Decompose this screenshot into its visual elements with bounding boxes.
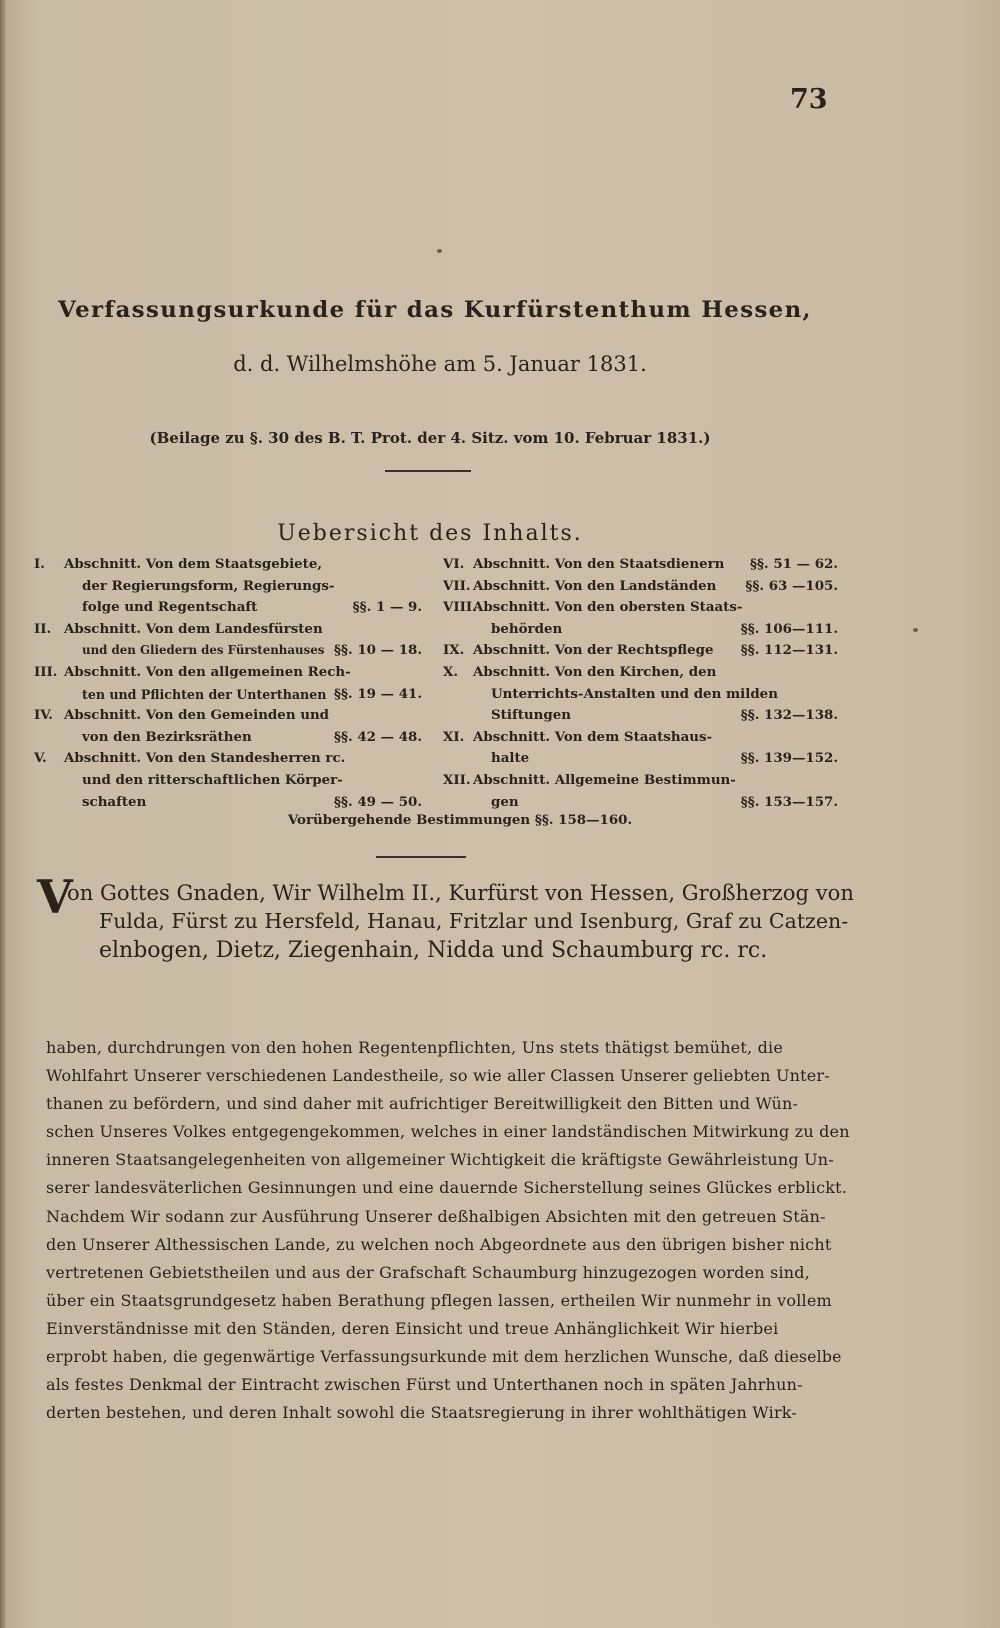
preamble-line: elnbogen, Dietz, Ziegenhain, Nidda und Schaumburg rc. rc.: [99, 938, 768, 963]
toc-paragraph-reference: §§. 63 —105.: [745, 577, 838, 594]
dropcap-letter: V: [37, 870, 73, 924]
toc-section-title: Abschnitt. Von den Gemeinden und: [64, 707, 330, 724]
toc-line: [34, 770, 422, 792]
toc-entry: [443, 576, 838, 598]
toc-entry: [443, 770, 838, 813]
supplement-note: (Beilage zu §. 30 des B. T. Prot. der 4. Sitz. vom 10. Februar 1831.): [149, 429, 711, 447]
toc-paragraph-reference: §§. 139—152.: [740, 750, 838, 767]
toc-section-title: Abschnitt. Von den allgemeinen Rech-: [64, 663, 351, 680]
toc-paragraph-reference: §§. 49 — 50.: [334, 793, 422, 810]
toc-paragraph-reference: §§. 19 — 41.: [334, 685, 422, 702]
toc-section-title: Abschnitt. Von den Landständen: [473, 577, 717, 594]
toc-right-column: [443, 554, 838, 813]
toc-entry: [443, 597, 838, 640]
toc-section-title: halte: [491, 750, 530, 767]
toc-section-number: II.: [34, 620, 52, 637]
toc-line: [34, 619, 422, 641]
toc-section-title: Abschnitt. Von dem Staatshaus-: [473, 728, 713, 745]
toc-entry: [443, 662, 838, 727]
preamble: [37, 870, 857, 965]
toc-section-title: und den Gliedern des Fürstenhauses: [82, 643, 325, 658]
body-line: als festes Denkmal der Eintracht zwischen Fürst und Unterthanen noch in späten Jahrhun-: [46, 1375, 803, 1395]
body-line: vertretenen Gebietstheilen und aus der Grafschaft Schaumburg hinzugezogen worden sind,: [46, 1262, 810, 1282]
toc-line: [443, 662, 838, 684]
page-number: 73: [790, 84, 828, 115]
toc-line: [443, 597, 838, 619]
body-line: über ein Staatsgrundgesetz haben Berathung pflegen lassen, ertheilen Wir nunmehr in vollem: [46, 1290, 832, 1310]
toc-entry: [34, 748, 422, 813]
toc-paragraph-reference: §§. 10 — 18.: [334, 642, 422, 659]
toc-line: [443, 619, 838, 641]
toc-line: [443, 748, 838, 770]
toc-section-number: X.: [443, 663, 459, 680]
divider-rule: [385, 470, 471, 472]
toc-left-column: [34, 554, 422, 813]
toc-paragraph-reference: §§. 51 — 62.: [750, 556, 838, 572]
body-paragraph: [46, 1034, 854, 1427]
body-line: Wohlfahrt Unserer verschiedenen Landestheile, so wie aller Classen Unserer geliebten Unter-: [46, 1066, 830, 1086]
toc-line: [34, 748, 422, 770]
toc-line: [34, 662, 422, 684]
toc-line: [443, 640, 838, 662]
toc-section-number: XI.: [443, 728, 465, 745]
toc-paragraph-reference: §§. 153—157.: [740, 793, 838, 810]
toc-line: [34, 640, 422, 662]
body-line: derten bestehen, und deren Inhalt sowohl die Staatsregierung in ihrer wohlthätigen Wirk-: [46, 1403, 798, 1423]
toc-section-number: VIII.: [443, 599, 477, 616]
divider-rule: [376, 856, 466, 858]
date-line: d. d. Wilhelmshöhe am 5. Januar 1831.: [233, 352, 647, 376]
ink-speck: [437, 249, 442, 253]
toc-entry: [443, 727, 838, 770]
toc-section-title: folge und Regentschaft: [82, 599, 258, 616]
toc-line: [34, 554, 422, 576]
toc-section-title: Abschnitt. Allgemeine Bestimmun-: [473, 771, 736, 788]
toc-line: [34, 684, 422, 706]
body-line: erprobt haben, die gegenwärtige Verfassungsurkunde mit dem herzlichen Wunsche, daß dieselbe: [46, 1347, 842, 1367]
toc-section-title: Abschnitt. Von den Standesherren rc.: [64, 750, 346, 767]
toc-entry: [34, 554, 422, 619]
toc-line: [34, 727, 422, 749]
toc-line: [443, 792, 838, 814]
toc-section-number: IV.: [34, 707, 53, 724]
toc-entry: [34, 705, 422, 748]
toc-section-number: I.: [34, 556, 45, 572]
toc-paragraph-reference: §§. 1 — 9.: [352, 599, 422, 616]
toc-line: [34, 597, 422, 619]
toc-transitional-provisions: Vorübergehende Bestimmungen §§. 158—160.: [287, 812, 633, 828]
toc-section-title: gen: [491, 793, 519, 810]
body-line: thanen zu befördern, und sind daher mit aufrichtiger Bereitwilligkeit den Bitten und Wün-: [46, 1094, 799, 1114]
body-line: Nachdem Wir sodann zur Ausführung Unserer deßhalbigen Absichten mit den getreuen Stän-: [46, 1206, 826, 1226]
body-line: den Unserer Althessischen Lande, zu welchen noch Abgeordnete aus den übrigen bisher nicht: [46, 1234, 832, 1254]
toc-section-title: Abschnitt. Von den Staatsdienern: [473, 556, 725, 572]
toc-entry: [443, 640, 838, 662]
toc-line: [443, 727, 838, 749]
toc-paragraph-reference: §§. 112—131.: [740, 642, 838, 659]
toc-line: [443, 684, 838, 706]
toc-section-title: von den Bezirksräthen: [82, 728, 252, 745]
preamble-line: Fulda, Fürst zu Hersfeld, Hanau, Fritzlar und Isenburg, Graf zu Catzen-: [99, 909, 849, 933]
body-line: serer landesväterlichen Gesinnungen und eine dauernde Sicherstellung seines Glückes erblickt.: [46, 1178, 848, 1198]
toc-line: [34, 792, 422, 814]
toc-section-title: ten und Pflichten der Unterthanen: [82, 686, 327, 702]
toc-section-title: der Regierungsform, Regierungs-: [82, 577, 335, 594]
toc-section-title: Abschnitt. Von der Rechtspflege: [473, 642, 714, 659]
toc-section-number: VI.: [443, 556, 465, 572]
toc-section-title: Abschnitt. Von den Kirchen, den: [473, 663, 717, 680]
toc-entry: [34, 662, 422, 705]
toc-line: [443, 576, 838, 598]
toc-heading: Uebersicht des Inhalts.: [277, 521, 583, 546]
toc-section-number: XII.: [443, 771, 471, 788]
toc-line: [443, 705, 838, 727]
toc-line: [34, 705, 422, 727]
toc-entry: [34, 619, 422, 662]
toc-section-number: V.: [34, 750, 47, 767]
toc-section-title: Stiftungen: [491, 707, 571, 724]
toc-paragraph-reference: §§. 42 — 48.: [334, 728, 422, 745]
toc-paragraph-reference: §§. 106—111.: [740, 620, 838, 637]
toc-paragraph-reference: §§. 132—138.: [740, 707, 838, 724]
toc-section-title: schaften: [82, 793, 147, 810]
toc-entry: [443, 554, 838, 576]
toc-line: [443, 554, 838, 576]
toc-section-title: Unterrichts-Anstalten und den milden: [491, 685, 778, 702]
body-line: schen Unseres Volkes entgegengekommen, welches in einer landständischen Mitwirkung zu den: [46, 1122, 850, 1142]
toc-section-title: Abschnitt. Von dem Staatsgebiete,: [64, 556, 323, 572]
toc-section-title: behörden: [491, 620, 563, 637]
toc-section-title: und den ritterschaftlichen Körper-: [82, 771, 343, 788]
toc-line: [34, 576, 422, 598]
toc-section-number: IX.: [443, 642, 465, 659]
toc-line: [443, 770, 838, 792]
body-line: haben, durchdrungen von den hohen Regentenpflichten, Uns stets thätigst bemühet, die: [46, 1038, 784, 1057]
body-line: Einverständnisse mit den Ständen, deren Einsicht und treue Anhänglichkeit Wir hierbei: [46, 1318, 779, 1338]
toc-section-title: Abschnitt. Von den obersten Staats-: [473, 599, 743, 616]
preamble-line: on Gottes Gnaden, Wir Wilhelm II., Kurfürst von Hessen, Großherzog von: [67, 880, 854, 905]
toc-section-number: III.: [34, 663, 58, 680]
toc-section-number: VII.: [443, 577, 471, 594]
ink-speck: [913, 628, 918, 632]
document-title: Verfassungsurkunde für das Kurfürstenthum Hessen,: [58, 297, 812, 323]
toc-section-title: Abschnitt. Von dem Landesfürsten: [64, 620, 323, 637]
body-line: inneren Staatsangelegenheiten von allgemeiner Wichtigkeit die kräftigste Gewährleistung Un-: [46, 1150, 834, 1170]
